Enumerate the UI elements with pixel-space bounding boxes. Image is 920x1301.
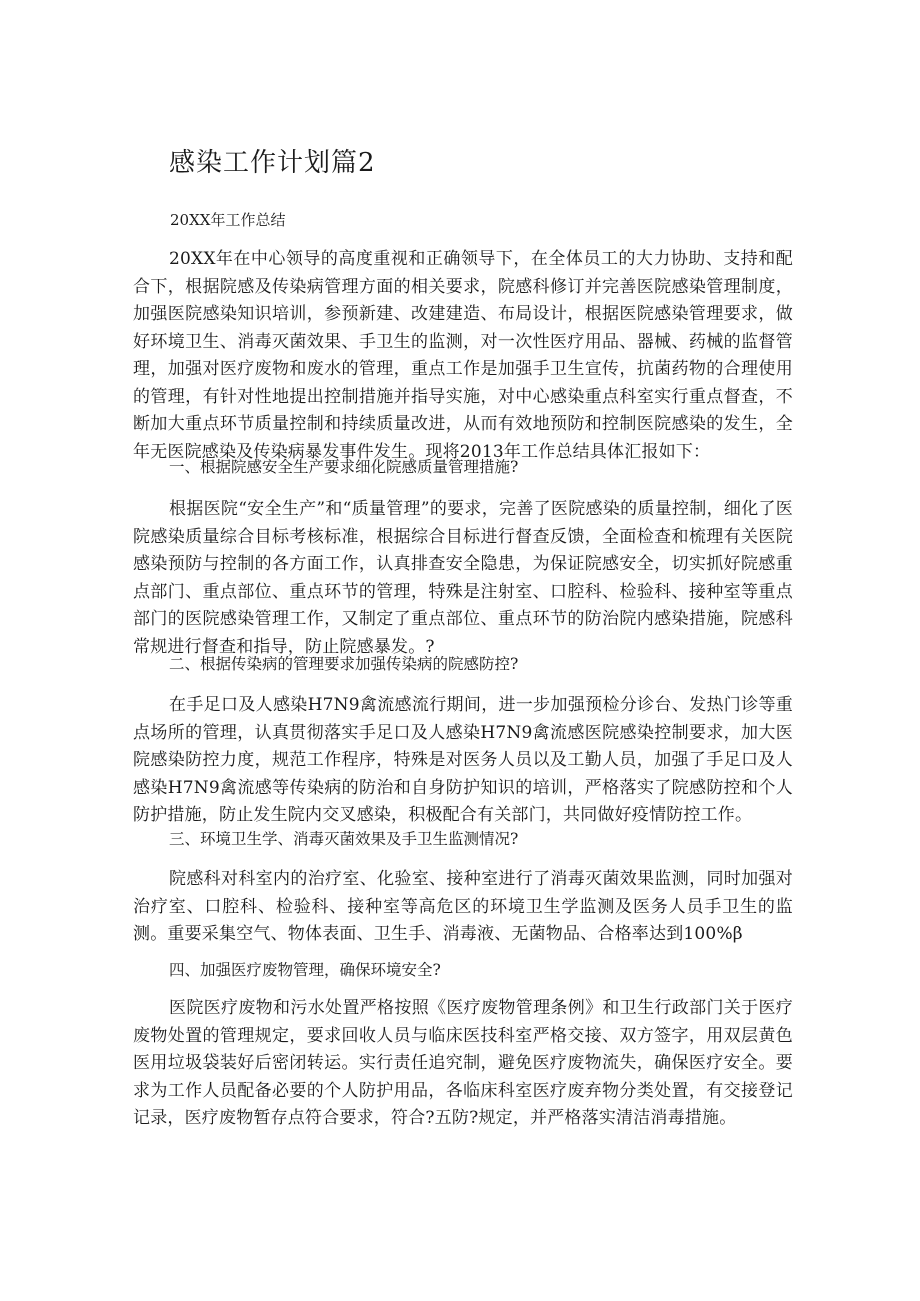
document-title: 感染工作计划篇2 xyxy=(169,148,376,178)
intro-paragraph: 20XX年在中心领导的高度重视和正确领导下，在全体员工的大力协助、支持和配合下，根据院感及传染病管理方面的相关要求，院感科修订并完善医院感染管理制度，加强医院感染知识培训，参预新建、改建建造、布局设计，根据医院感染管理要求，做好环境卫生、消毒灭菌效果、手卫生的监测，对一次性医疗用品、器械、药械的监督管理，加强对医疗废物和废水的管理，重点工作是加强手卫生宣传，抗菌药物的合理使用的管理，有针对性地提出控制措施并指导实施，对中心感染重点科室实行重点督查，不断加大重点环节质量控制和持续质量改进，从而有效地预防和控制医院感染的发生，全年无医院感染及传染病暴发事件发生。现将2013年工作总结具体汇报如下： xyxy=(133,249,793,462)
section-heading-2: 二、根据传染病的管理要求加强传染病的院感防控? xyxy=(169,655,519,673)
section-heading-3: 三、环境卫生学、消毒灭菌效果及手卫生监测情况? xyxy=(169,830,519,848)
section-paragraph-4: 医院医疗废物和污水处置严格按照《医疗废物管理条例》和卫生行政部门关于医疗废物处置的管理规定，要求回收人员与临床医技科室严格交接、双方签字，用双层黄色医用垃圾袋装好后密闭转运。实行责任追究制，避免医疗废物流失，确保医疗安全。要求为工作人员配备必要的个人防护用品，各临床科室医疗废弃物分类处置，有交接登记记录，医疗废物暂存点符合要求，符合?五防?规定，并严格落实清洁消毒措施。 xyxy=(133,998,793,1128)
section-paragraph-2: 在手足口及人感染H7N9禽流感流行期间，进一步加强预检分诊台、发热门诊等重点场所的管理，认真贯彻落实手足口及人感染H7N9禽流感医院感染控制要求，加大医院感染防控力度，规范工作程序，特殊是对医务人员以及工勤人员，加强了手足口及人感染H7N9禽流感等传染病的防治和自身防护知识的培训，严格落实了院感防控和个人防护措施，防止发生院内交叉感染，积极配合有关部门，共同做好疫情防控工作。 xyxy=(133,695,793,825)
section-paragraph-3: 院感科对科室内的治疗室、化验室、接种室进行了消毒灭菌效果监测，同时加强对治疗室、口腔科、检验科、接种室等高危区的环境卫生学监测及医务人员手卫生的监测。重要采集空气、物体表面、卫生手、消毒液、无菌物品、合格率达到100%β xyxy=(133,869,793,944)
section-heading-1: 一、根据院感安全生产要求细化院感质量管理措施? xyxy=(169,458,519,476)
document-subtitle: 20XX年工作总结 xyxy=(170,211,286,229)
section-heading-4: 四、加强医疗废物管理，确保环境安全? xyxy=(169,961,441,979)
section-paragraph-1: 根据医院“安全生产”和“质量管理”的要求，完善了医院感染的质量控制，细化了医院感染质量综合目标考核标准，根据综合目标进行督查反馈，全面检查和梳理有关医院感染预防与控制的各方面工作，认真排查安全隐患，为保证院感安全，切实抓好院感重点部门、重点部位、重点环节的管理，特殊是注射室、口腔科、检验科、接种室等重点部门的医院感染管理工作，又制定了重点部位、重点环节的防治院内感染措施，院感科常规进行督查和指导，防止院感暴发。? xyxy=(133,499,793,657)
